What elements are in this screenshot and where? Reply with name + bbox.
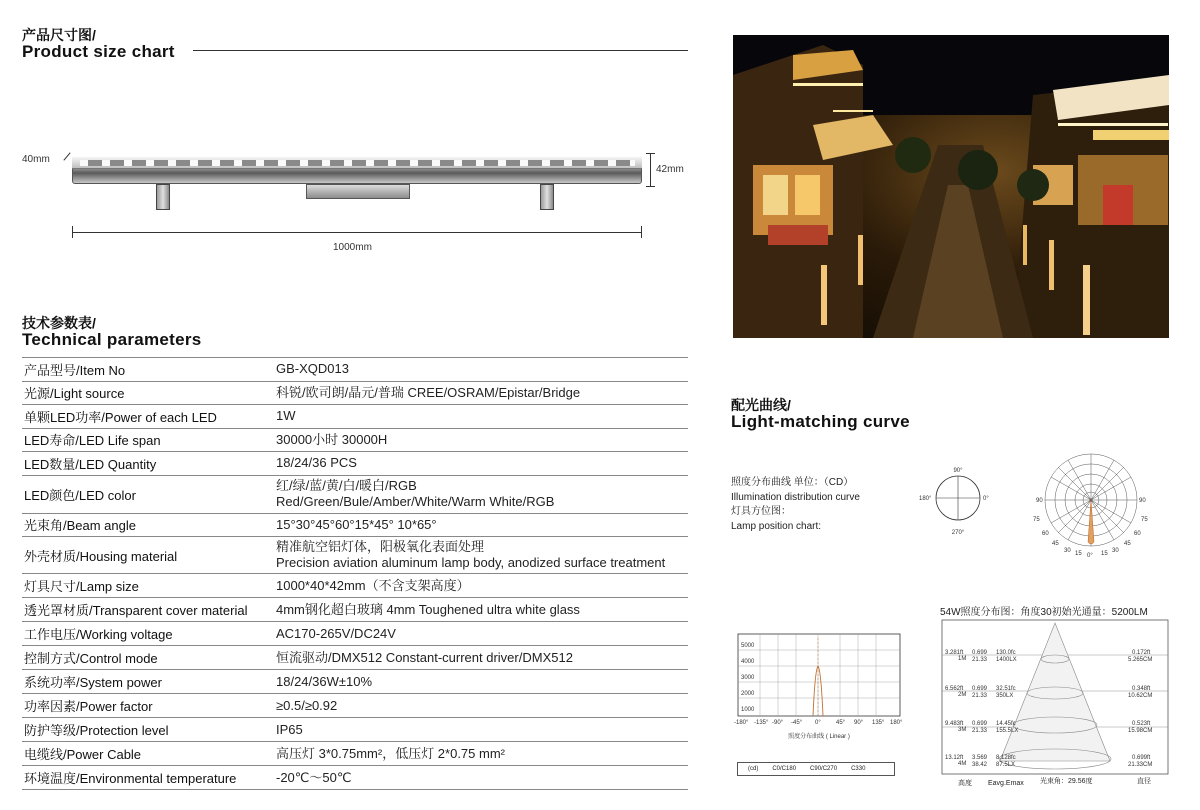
dim-height-label: 42mm — [656, 164, 684, 175]
chart-xtick: 135° — [872, 720, 885, 726]
param-row — [22, 537, 688, 574]
param-value — [276, 722, 303, 738]
dim-height-line — [650, 153, 651, 186]
chart-xtick: -135° — [754, 720, 769, 726]
compass-right-label: 0° — [983, 496, 989, 502]
param-key: 产品型号/Item No — [24, 362, 126, 378]
param-key: 电缆线/Power Cable — [24, 747, 142, 762]
compass-top-label: 90° — [953, 468, 963, 474]
param-value-line: 精准航空铝灯体，阳极氧化表面处理 — [276, 539, 485, 554]
cone-dia-ft: 0.348ft — [1132, 686, 1151, 692]
param-value-line: 高压灯 3*0.75mm²，低压灯 2*0.75 mm² — [276, 745, 505, 761]
param-value-line: Red/Green/Bule/Amber/White/Warm White/RGB — [276, 494, 555, 509]
cone-fc: 14.45fc — [996, 721, 1016, 727]
param-value-line: 18/24/36W±10% — [276, 673, 373, 689]
param-key: 光束角/Beam angle — [24, 518, 136, 534]
param-row — [22, 766, 688, 790]
param-key: 灯具尺寸/Lamp size — [24, 579, 139, 594]
chart-ytick: 4000 — [741, 659, 755, 665]
param-row — [22, 646, 688, 670]
technical-title-en: Technical parameters — [22, 329, 202, 349]
param-value — [276, 602, 580, 618]
cone-lx: 87.5LX — [996, 762, 1016, 768]
param-value-line: 18/24/36 PCS — [276, 455, 357, 471]
legend-item: C330 — [851, 766, 866, 772]
param-value-line: GB-XQD013 — [276, 361, 349, 377]
polar-label: 60 — [1042, 531, 1049, 537]
param-value — [276, 408, 296, 424]
polar-distribution-chart — [1030, 446, 1152, 558]
light-curve-title-cn: 配光曲线/ — [731, 397, 791, 413]
cone-dist-ft: 13.12ft — [945, 755, 964, 761]
param-value-line: AC170-265V/DC24V — [276, 625, 396, 641]
param-value — [276, 455, 357, 471]
param-value-line: ≥0.5/≥0.92 — [276, 697, 338, 713]
cone-dia-ft: 0.699ft — [1132, 755, 1151, 761]
param-key: 光源/Light source — [24, 386, 125, 402]
param-value-line: 科锐/欧司朗/晶元/普瑞 CREE/OSRAM/Epistar/Bridge — [276, 384, 581, 400]
cone-footer-eavg: Eavg.Emax — [988, 780, 1024, 787]
size-chart-title-en: Product size chart — [22, 41, 175, 61]
street-scene-illustration — [733, 35, 1169, 338]
param-value — [276, 770, 351, 786]
cone-dist-m: 1M — [958, 656, 967, 662]
param-key: 单颗LED功率/Power of each LED — [24, 409, 217, 425]
cone-fc: 130.0fc — [996, 650, 1016, 656]
cone-emax: 0.699 — [972, 650, 988, 656]
dim-length-tick-right — [641, 226, 642, 238]
param-value — [276, 578, 470, 594]
legend-unit: (cd) — [748, 766, 759, 772]
cone-dist-ft: 6.562ft — [945, 686, 964, 692]
bracket-left — [156, 184, 170, 210]
param-value-line: 15°30°45°60°15*45° 10*65° — [276, 516, 437, 532]
lamp-position-compass — [918, 464, 998, 542]
param-value-line: 1W — [276, 408, 296, 424]
cone-fc: 8.128fc — [996, 755, 1016, 761]
legend-item: C90/C270 — [810, 766, 838, 772]
param-key: LED数量/LED Quantity — [24, 456, 157, 472]
application-photo — [733, 35, 1169, 338]
param-value — [276, 361, 349, 377]
chart-xtick: 45° — [836, 720, 846, 726]
param-value — [276, 746, 505, 762]
param-key: 系统功率/System power — [24, 675, 162, 690]
compass-left-label: 180° — [919, 496, 932, 502]
param-key: 控制方式/Control mode — [24, 651, 158, 666]
chart-xtick: -45° — [791, 720, 803, 726]
param-key: 透光罩材质/Transparent cover material — [24, 603, 248, 618]
param-value-line: 30000小时 30000H — [276, 431, 388, 447]
chart-xtick: 180° — [890, 720, 903, 726]
param-value — [276, 517, 437, 533]
param-row — [22, 742, 688, 766]
cone-lx: 1400LX — [996, 657, 1017, 663]
cone-eavg: 21.33 — [972, 728, 988, 734]
polar-label: 15 — [1101, 551, 1108, 557]
param-row — [22, 405, 688, 429]
param-value-line: IP65 — [276, 721, 303, 737]
param-value — [276, 698, 337, 714]
param-key: 环境温度/Environmental temperature — [24, 771, 237, 786]
light-curve-title — [731, 398, 910, 431]
dim-length-line — [72, 232, 642, 233]
chart-xtick: 0° — [815, 720, 821, 726]
cone-footer-dia: 直径 — [1137, 778, 1151, 785]
param-row — [22, 670, 688, 694]
chart-ytick: 2000 — [741, 691, 755, 697]
param-key: LED寿命/LED Life span — [24, 433, 161, 449]
compass-bottom-label: 270° — [951, 530, 965, 536]
param-row — [22, 694, 688, 718]
dim-height-tick-bottom — [646, 186, 655, 187]
lamp-note-line: 灯具方位图： — [731, 506, 791, 517]
cone-dist-m: 2M — [958, 692, 967, 698]
cone-illuminance-chart — [940, 619, 1170, 789]
cone-emax: 3.569 — [972, 755, 988, 761]
size-chart-title-cn: 产品尺寸图/ — [22, 27, 96, 43]
param-row — [22, 429, 688, 453]
illum-note-line: 照度分布曲线 单位：（CD） — [731, 477, 854, 488]
cone-dist-m: 3M — [958, 727, 967, 733]
cone-emax: 0.699 — [972, 721, 988, 727]
param-row — [22, 514, 688, 538]
polar-label: 30 — [1064, 548, 1071, 554]
chart-xtick: -180° — [734, 720, 749, 726]
param-value-line: -20℃～50℃ — [276, 769, 352, 785]
size-chart-rule — [193, 50, 688, 51]
polar-label: 90 — [1139, 498, 1146, 504]
cone-fc: 32.51fc — [996, 686, 1016, 692]
param-row — [22, 598, 688, 622]
lamp-note-line: Lamp position chart: — [731, 520, 822, 532]
chart-xtick: -90° — [772, 720, 784, 726]
chart-xtick: 90° — [854, 720, 864, 726]
cone-dia-cm: 5.265CM — [1128, 657, 1153, 663]
illum-note-line: Illumination distribution curve — [731, 491, 860, 503]
chart-caption: 照度分布曲线 ( Linear ) — [788, 734, 850, 740]
param-value-line: Precision aviation aluminum lamp body, anodized surface treatment — [276, 555, 666, 570]
led-strip — [80, 160, 635, 166]
param-value-line: 红/绿/蓝/黄/白/暖白/RGB — [276, 478, 417, 493]
cone-dist-m: 4M — [958, 761, 967, 767]
legend-item: C0/C180 — [772, 766, 797, 772]
chart-ytick: 1000 — [741, 707, 755, 713]
dim-length-label: 1000mm — [333, 242, 372, 253]
bracket-right — [540, 184, 554, 210]
cone-chart-title: 54W照度分布图：角度30初始光通量：5200LM — [940, 607, 1148, 618]
cone-dist-ft: 9.483ft — [945, 721, 964, 727]
polar-label: 90 — [1036, 498, 1043, 504]
curve-legend — [737, 762, 895, 776]
param-key: 工作电压/Working voltage — [24, 627, 173, 642]
size-chart-title — [22, 28, 175, 61]
cone-eavg: 21.33 — [972, 693, 988, 699]
param-value — [276, 432, 387, 448]
param-value — [276, 478, 554, 510]
param-value — [276, 539, 665, 571]
polar-label: 75 — [1033, 517, 1040, 523]
param-value — [276, 650, 573, 666]
cone-eavg: 21.33 — [972, 657, 988, 663]
dim-width-line — [63, 152, 70, 160]
photometric-linear-chart — [734, 630, 904, 744]
param-row — [22, 718, 688, 742]
polar-label: 15 — [1075, 551, 1082, 557]
param-value-line: 恒流驱动/DMX512 Constant-current driver/DMX512 — [276, 649, 573, 665]
polar-label: 75 — [1141, 517, 1148, 523]
cone-dia-cm: 21.33CM — [1128, 762, 1153, 768]
param-value — [276, 626, 396, 642]
cone-dia-cm: 15.98CM — [1128, 728, 1153, 734]
param-row — [22, 358, 688, 382]
cone-eavg: 38.42 — [972, 762, 988, 768]
technical-title — [22, 316, 202, 349]
chart-ytick: 3000 — [741, 675, 755, 681]
driver-box — [306, 184, 410, 199]
param-value — [276, 674, 372, 690]
polar-label: 0° — [1087, 553, 1093, 558]
polar-label: 60 — [1134, 531, 1141, 537]
cone-lx: 155.5LX — [996, 728, 1019, 734]
parameter-table — [22, 357, 688, 790]
illum-notes — [731, 476, 860, 534]
param-key: 功率因素/Power factor — [24, 699, 153, 714]
dim-width-label: 40mm — [22, 154, 50, 165]
cone-dia-ft: 0.172ft — [1132, 650, 1151, 656]
param-row — [22, 452, 688, 476]
param-value-line: 4mm钢化超白玻璃 4mm Toughened ultra white glass — [276, 601, 580, 617]
param-key: LED颜色/LED color — [24, 487, 136, 503]
param-row — [22, 382, 688, 406]
dim-height-tick-top — [646, 153, 655, 154]
param-key: 外壳材质/Housing material — [24, 548, 178, 564]
cone-footer-beam: 光束角：29.56度 — [1040, 778, 1093, 785]
cone-footer-height: 高度 — [958, 780, 972, 787]
polar-label: 45 — [1124, 541, 1131, 547]
chart-ytick: 5000 — [741, 643, 755, 649]
param-key: 防护等级/Protection level — [24, 723, 169, 738]
cone-emax: 0.699 — [972, 686, 988, 692]
cone-lx: 350LX — [996, 693, 1014, 699]
param-row — [22, 476, 688, 514]
cone-dia-ft: 0.523ft — [1132, 721, 1151, 727]
light-curve-title-en: Light-matching curve — [731, 411, 910, 431]
param-row — [22, 622, 688, 646]
cone-dia-cm: 10.62CM — [1128, 693, 1153, 699]
polar-label: 30 — [1112, 548, 1119, 554]
param-value-line: 1000*40*42mm（不含支架高度） — [276, 577, 470, 593]
technical-title-cn: 技术参数表/ — [22, 315, 96, 331]
cone-dist-ft: 3.281ft — [945, 650, 964, 656]
param-row — [22, 574, 688, 598]
param-value — [276, 385, 580, 401]
dim-length-tick-left — [72, 226, 73, 238]
polar-label: 45 — [1052, 541, 1059, 547]
